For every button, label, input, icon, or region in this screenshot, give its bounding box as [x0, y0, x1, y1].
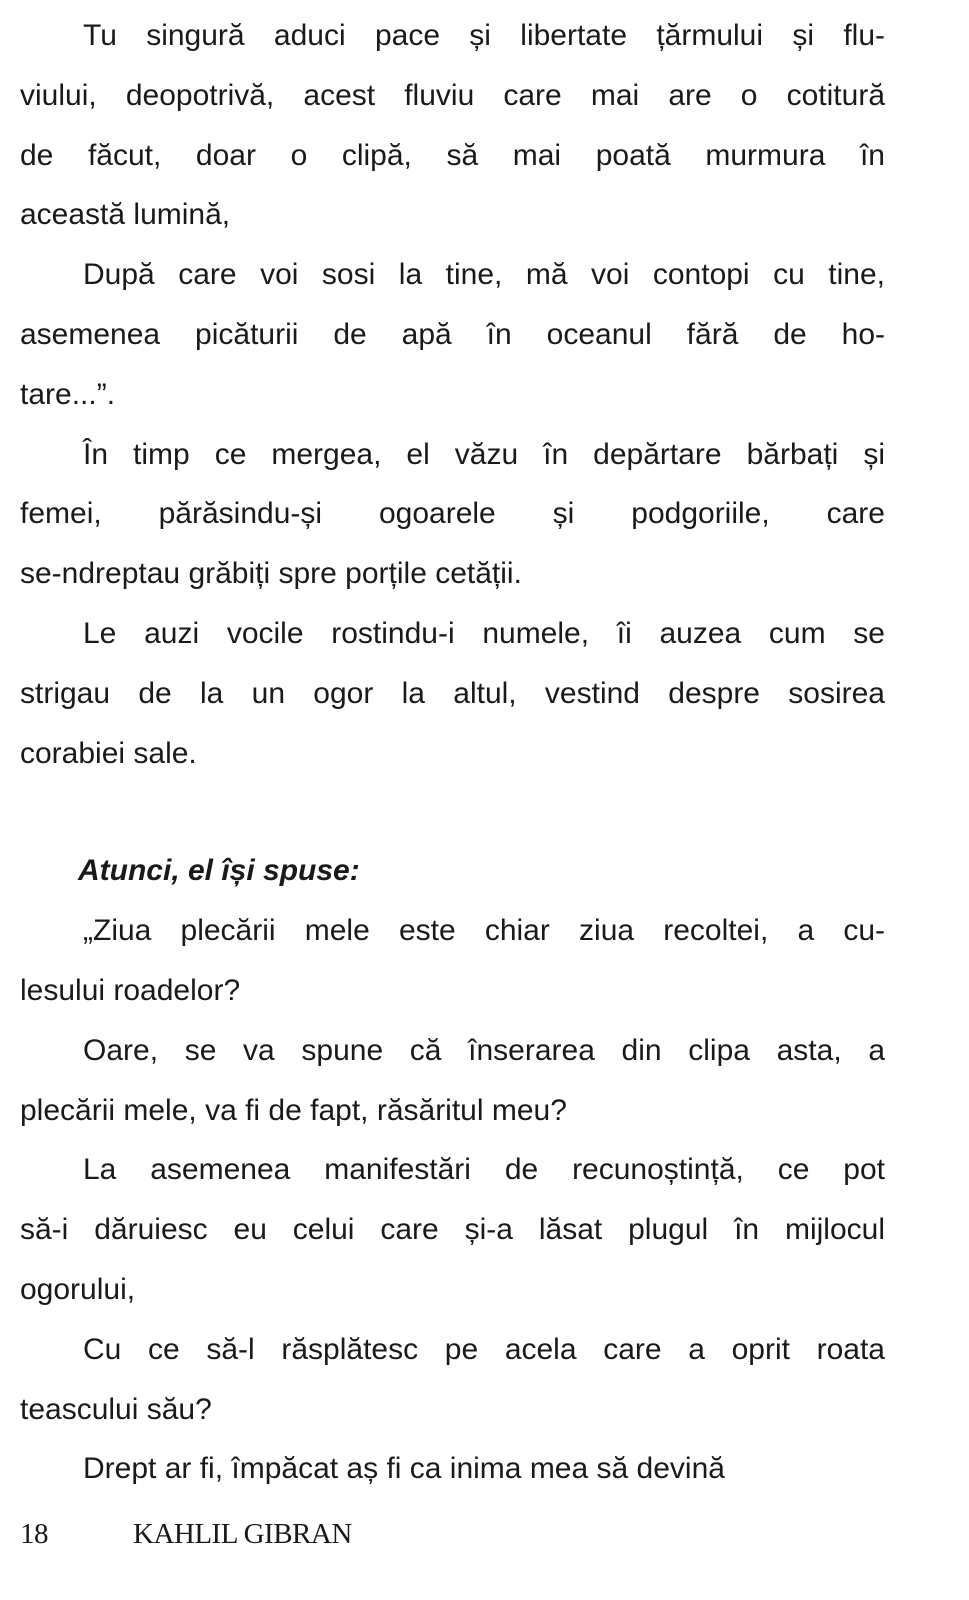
- body-section-1: [20, 6, 885, 783]
- text-line: strigau de la un ogor la altul, vestind despre sosirea: [20, 676, 885, 710]
- section-gap: [20, 783, 885, 841]
- text-line: să-i dăruiesc eu celui care și-a lăsat plugul în mijlocul: [20, 1213, 885, 1247]
- text-line: Cu ce să-l răsplătesc pe acela care a oprit roata: [83, 1332, 885, 1366]
- text-line: de făcut, doar o clipă, să mai poată murmura în: [20, 138, 885, 172]
- text-line: Tu singură aduci pace și libertate țărmului și flu-: [83, 19, 885, 52]
- text-line: această lumină,: [20, 198, 231, 232]
- page-footer: [20, 1518, 352, 1551]
- text-line: După care voi sosi la tine, mă voi contopi cu tine,: [83, 258, 885, 292]
- text-line: asemenea picăturii de apă în oceanul fără de ho-: [20, 317, 885, 351]
- text-line: plecării mele, va fi de fapt, răsăritul meu?: [20, 1093, 567, 1127]
- text-line: corabiei sale.: [20, 736, 197, 770]
- running-head: KAHLIL GIBRAN: [133, 1518, 352, 1550]
- page-number: 18: [20, 1518, 48, 1550]
- text-line: se-ndreptau grăbiți spre porțile cetății.: [20, 557, 522, 591]
- text-line: femei, părăsindu-și ogoarele și podgoriile, care: [20, 497, 885, 531]
- text-line: lesului roadelor?: [20, 973, 241, 1007]
- text-line: tare...”.: [20, 377, 116, 411]
- text-line: ogorului,: [20, 1272, 136, 1306]
- text-line: Drept ar fi, împăcat aș fi ca inima mea să devină: [83, 1452, 725, 1486]
- body-section-2: [20, 901, 885, 1499]
- text-line: teascului său?: [20, 1392, 212, 1426]
- text-line: În timp ce mergea, el văzu în depărtare bărbați și: [83, 437, 885, 471]
- section-heading: Atunci, el își spuse:: [78, 854, 360, 888]
- text-line: La asemenea manifestări de recunoștință, ce pot: [83, 1153, 885, 1187]
- text-line: Oare, se va spune că înserarea din clipa asta, a: [83, 1033, 885, 1067]
- page-body: [20, 6, 885, 1499]
- text-line: Le auzi vocile rostindu-i numele, îi auzea cum se: [83, 616, 885, 650]
- text-line: viului, deopotrivă, acest fluviu care mai are o cotitură: [20, 78, 885, 112]
- text-line: „Ziua plecării mele este chiar ziua recoltei, a cu-: [83, 914, 885, 948]
